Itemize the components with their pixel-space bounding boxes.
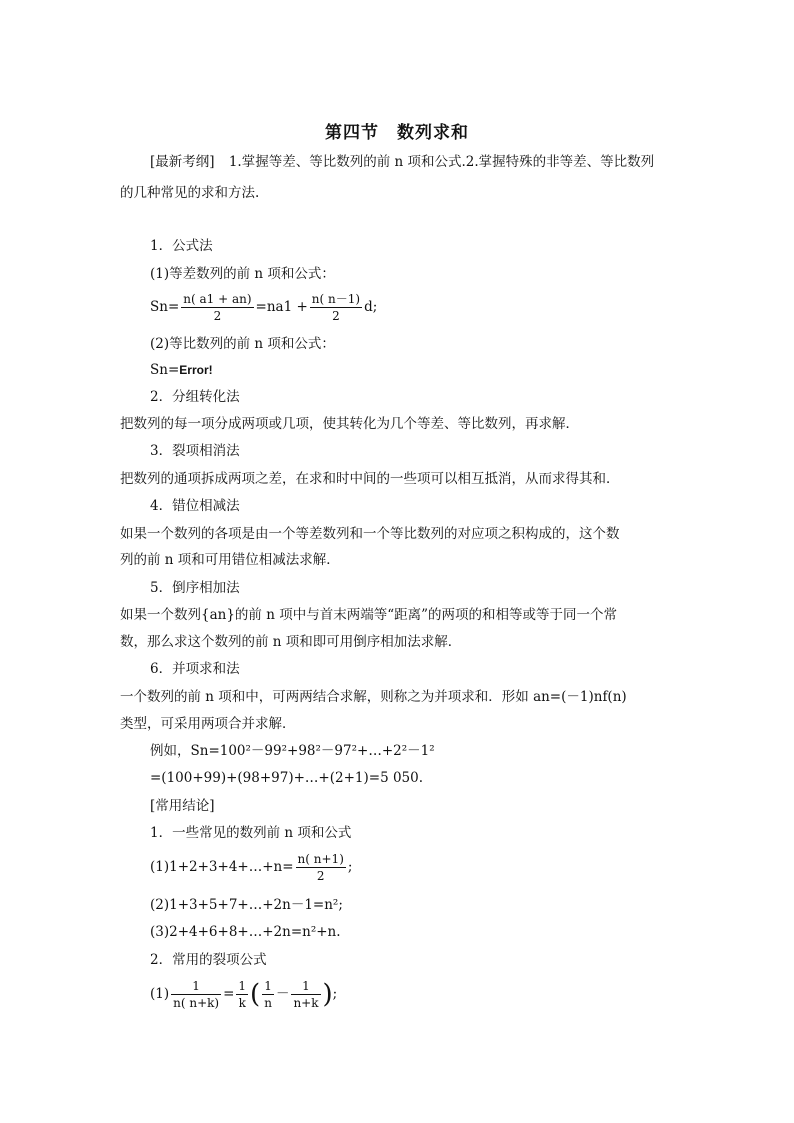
sum-of-evens-formula: (3)2+4+6+8+…+2n=n²+n. xyxy=(150,924,341,940)
formula-end: ; xyxy=(332,986,338,1002)
sum-of-integers-formula xyxy=(150,850,352,884)
arith-sum-formula xyxy=(150,290,377,324)
sum-of-odds-formula: (2)1+3+5+7+…+2n－1=n²; xyxy=(150,897,343,913)
outline-line-2: 的几种常见的求和方法. xyxy=(120,185,260,201)
conclusion-1-heading: 1．一些常见的数列前 n 项和公式 xyxy=(150,825,352,841)
minus-sign: － xyxy=(275,986,290,1002)
fraction xyxy=(291,978,320,1011)
fraction-denominator: n xyxy=(264,996,272,1010)
fraction-denominator: k xyxy=(238,996,246,1010)
outline-tag: [最新考纲] xyxy=(150,154,215,170)
outline-line-1 xyxy=(150,152,654,172)
section-6-heading: 6．并项求和法 xyxy=(150,661,240,677)
right-paren: ) xyxy=(322,979,333,1010)
section-1-sub-1: (1)等差数列的前 n 项和公式： xyxy=(150,266,335,282)
fraction xyxy=(310,291,362,324)
formula-lhs: (1) xyxy=(150,986,170,1002)
section-2-heading: 2．分组转化法 xyxy=(150,389,240,405)
section-2-text: 把数列的每一项分成两项或几项，使其转化为几个等差、等比数列，再求解． xyxy=(120,416,579,432)
conclusion-2-heading: 2．常用的裂项公式 xyxy=(150,952,267,968)
fraction-numerator: 1 xyxy=(171,978,221,995)
fraction-denominator: 2 xyxy=(332,309,340,323)
section-1-heading: 1．公式法 xyxy=(150,238,213,254)
fraction-denominator: n+k xyxy=(293,996,319,1010)
section-6-example-2: =(100+99)+(98+97)+…+(2+1)=5 050. xyxy=(150,770,424,786)
section-5-heading: 5．倒序相加法 xyxy=(150,580,240,596)
fraction-numerator: 1 xyxy=(291,978,320,995)
fraction xyxy=(236,978,248,1011)
partial-fraction-formula xyxy=(150,975,337,1014)
conclusions-heading: [常用结论] xyxy=(150,798,215,814)
left-paren: ( xyxy=(250,979,261,1010)
section-6-text-1: 一个数列的前 n 项和中，可两两结合求解，则称之为并项求和．形如 an=(－1)nf(n) xyxy=(120,689,627,705)
outline-text-1: 1.掌握等差、等比数列的前 n 项和公式.2.掌握特殊的非等差、等比数列 xyxy=(228,154,655,170)
fraction-denominator: 2 xyxy=(213,309,222,323)
geo-sum-formula xyxy=(150,360,213,380)
formula-lhs: (1)1+2+3+4+…+n= xyxy=(150,859,294,875)
section-4-text-1: 如果一个数列的各项是由一个等差数列和一个等比数列的对应项之积构成的，这个数 xyxy=(120,526,620,542)
fraction-numerator: n( a1 + an) xyxy=(183,292,252,306)
section-5-text-2: 数，那么求这个数列的前 n 项和即可用倒序相加法求解． xyxy=(120,634,462,650)
fraction-numerator: n( n+1) xyxy=(297,852,344,866)
section-6-example-1: 例如，Sn=100²－99²+98²－97²+…+2²－1² xyxy=(150,743,435,759)
section-6-text-2: 类型，可采用两项合并求解． xyxy=(120,716,296,732)
formula-lhs: Sn= xyxy=(150,299,180,315)
section-3-heading: 3．裂项相消法 xyxy=(150,443,240,459)
fraction xyxy=(262,978,274,1011)
section-4-text-2: 列的前 n 项和可用错位相减法求解． xyxy=(120,552,340,568)
formula-end: ; xyxy=(347,859,353,875)
fraction xyxy=(171,978,221,1011)
section-4-heading: 4．错位相减法 xyxy=(150,498,240,514)
fraction-denominator: n( n+k) xyxy=(173,996,220,1010)
section-5-text-1: 如果一个数列{an}的前 n 项中与首末两端等“距离”的两项的和相等或等于同一个常 xyxy=(120,607,618,623)
fraction-numerator: n( n－1) xyxy=(311,292,361,306)
fraction xyxy=(181,291,253,324)
error-text: Error! xyxy=(179,363,213,377)
fraction-numerator: 1 xyxy=(262,978,274,995)
fraction-denominator: 2 xyxy=(316,869,325,883)
page-title: 第四节 数列求和 xyxy=(325,123,469,143)
formula-middle: =na1 + xyxy=(255,299,308,315)
formula-end: d; xyxy=(364,299,378,315)
section-1-sub-2: (2)等比数列的前 n 项和公式： xyxy=(150,336,335,352)
fraction xyxy=(296,851,346,884)
formula-lhs: Sn= xyxy=(150,362,180,378)
fraction-numerator: 1 xyxy=(238,979,247,993)
section-3-text: 把数列的通项拆成两项之差，在求和时中间的一些项可以相互抵消，从而求得其和． xyxy=(120,471,620,487)
equals-sign: = xyxy=(223,986,235,1002)
